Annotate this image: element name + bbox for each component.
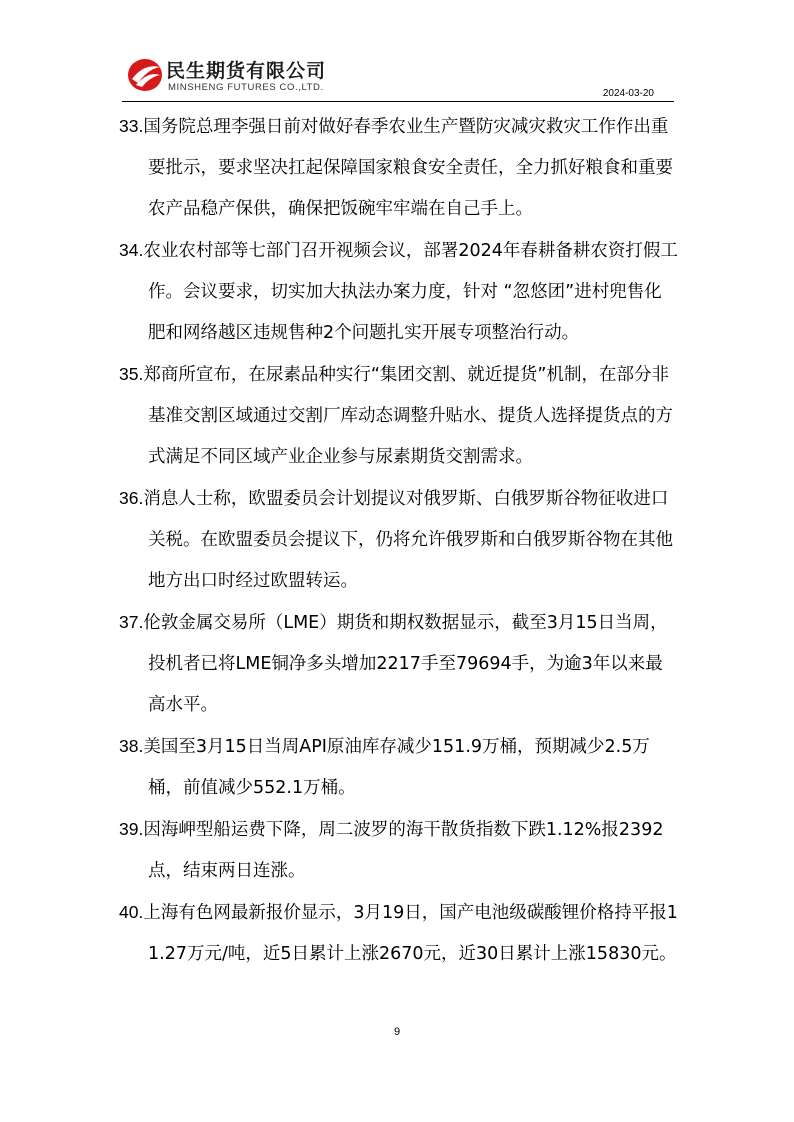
news-item xyxy=(119,809,679,892)
item-number: 37. xyxy=(119,612,144,632)
company-name-en: MINSHENG FUTURES CO.,LTD. xyxy=(168,82,324,93)
page-header xyxy=(122,52,674,102)
minsheng-logo-icon xyxy=(126,57,164,93)
header-divider xyxy=(122,101,674,102)
report-date: 2024-03-20 xyxy=(602,88,654,99)
item-number: 40. xyxy=(119,902,144,922)
company-name-cn: 民生期货有限公司 xyxy=(166,60,327,82)
item-text: 美国至3月15日当周API原油库存减少151.9万桶，预期减少2.5万桶，前值减少552.1万桶。 xyxy=(143,737,650,798)
company-logo xyxy=(122,52,372,98)
news-item xyxy=(119,106,679,230)
item-text: 农业农村部等七部门召开视频会议，部署2024年春耕备耕农资打假工作。会议要求，切实加大执法办案力度，针对 “忽悠团”进村兜售化肥和网络越区违规售种2个问题扎实开展专项整治行动。 xyxy=(143,241,678,343)
news-item xyxy=(119,478,679,602)
news-item xyxy=(119,602,679,726)
news-item xyxy=(119,726,679,809)
item-text: 国务院总理李强日前对做好春季农业生产暨防灾减灾救灾工作作出重要批示，要求坚决扛起保障国家粮食安全责任，全力抓好粮食和重要农产品稳产保供，确保把饭碗牢牢端在自己手上。 xyxy=(143,117,673,219)
item-text: 因海岬型船运费下降，周二波罗的海干散货指数下跌1.12%报2392点，结束两日连涨。 xyxy=(143,820,664,881)
item-number: 33. xyxy=(119,116,144,136)
item-number: 38. xyxy=(119,736,144,756)
item-number: 39. xyxy=(119,819,144,839)
item-number: 36. xyxy=(119,488,144,508)
item-text: 郑商所宣布，在尿素品种实行“集团交割、就近提货”机制，在部分非基准交割区域通过交割厂库动态调整升贴水、提货人选择提货点的方式满足不同区域产业企业参与尿素期货交割需求。 xyxy=(143,365,673,467)
news-item xyxy=(119,892,679,975)
item-text: 上海有色网最新报价显示，3月19日，国产电池级碳酸锂价格持平报11.27万元/吨，近5日累计上涨2670元，近30日累计上涨15830元。 xyxy=(143,903,678,964)
item-number: 34. xyxy=(119,240,144,260)
item-text: 伦敦金属交易所（LME）期货和期权数据显示，截至3月15日当周，投机者已将LME铜净多头增加2217手至79694手，为逾3年以来最高水平。 xyxy=(143,613,668,715)
page-number: 9 xyxy=(393,1026,401,1038)
news-item xyxy=(119,230,679,354)
item-number: 35. xyxy=(119,364,144,384)
news-list xyxy=(119,106,679,975)
item-text: 消息人士称，欧盟委员会计划提议对俄罗斯、白俄罗斯谷物征收进口关税。在欧盟委员会提议下，仍将允许俄罗斯和白俄罗斯谷物在其他地方出口时经过欧盟转运。 xyxy=(143,489,673,591)
news-item xyxy=(119,354,679,478)
